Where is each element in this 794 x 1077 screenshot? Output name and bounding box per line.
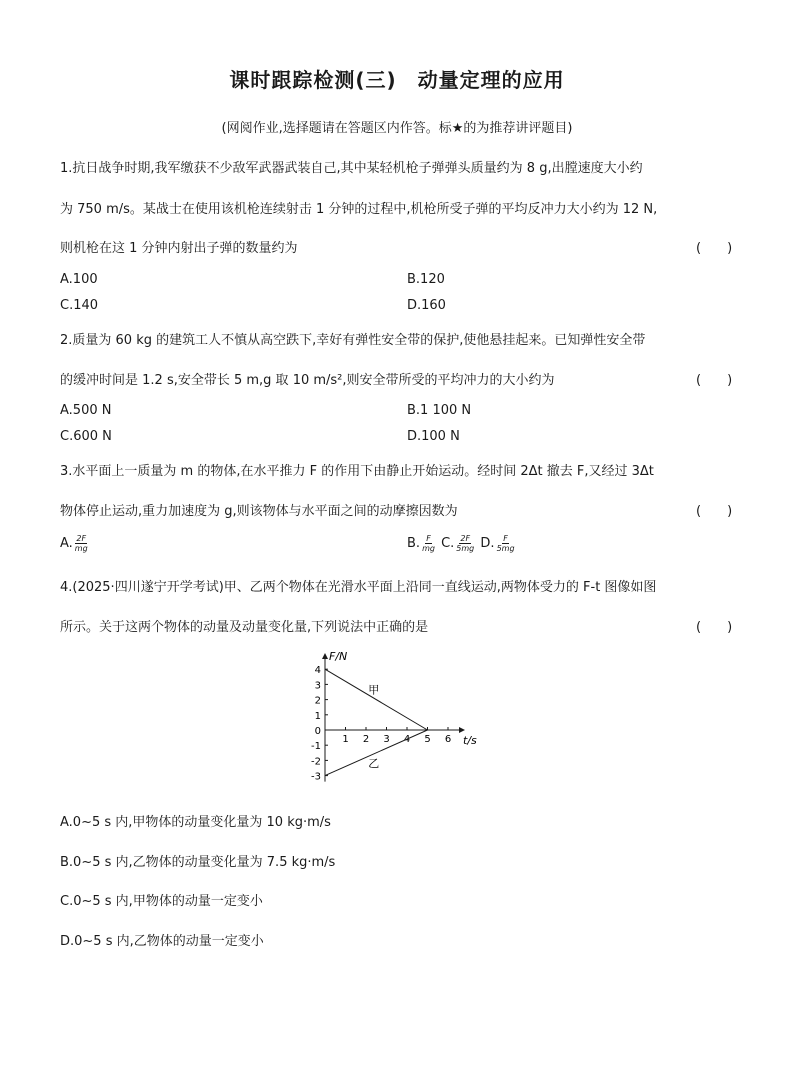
q4-option-d: D.0~5 s 内,乙物体的动量一定变小 bbox=[60, 934, 264, 949]
q3-option-b-denominator: mg bbox=[422, 544, 435, 553]
q3-option-a-fraction bbox=[74, 534, 89, 553]
q3-option-b-fraction bbox=[421, 534, 436, 553]
q1-option-a: A.100 bbox=[60, 272, 98, 287]
q2-option-c: C.600 N bbox=[60, 429, 112, 444]
q3-option-c-fraction bbox=[455, 534, 475, 553]
q3-option-b-numerator: F bbox=[426, 534, 431, 543]
q4-option-b: B.0~5 s 内,乙物体的动量变化量为 7.5 kg·m/s bbox=[60, 855, 336, 870]
y-tick-label: 3 bbox=[314, 680, 321, 692]
series-label-yi: 乙 bbox=[368, 756, 380, 770]
y-tick-label: -1 bbox=[311, 741, 321, 753]
q3-option-b-label: B. bbox=[407, 536, 421, 551]
q1-option-b: B.120 bbox=[407, 272, 445, 287]
q3-stem-line2: 物体停止运动,重力加速度为 g,则该物体与水平面之间的动摩擦因数为 bbox=[60, 504, 458, 519]
q3-option-a-numerator: 2F bbox=[76, 534, 87, 543]
y-tick-label: 1 bbox=[314, 710, 321, 722]
q4-option-c: C.0~5 s 内,甲物体的动量一定变小 bbox=[60, 894, 263, 909]
series-label-jia: 甲 bbox=[368, 683, 380, 697]
x-tick-label: 3 bbox=[383, 734, 390, 745]
q3-option-a-denominator: mg bbox=[74, 544, 88, 553]
q3-stem-line1: 3.水平面上一质量为 m 的物体,在水平推力 F 的作用下由静止开始运动。经时间 2Δt 撤去 F,又经过 3Δt bbox=[60, 464, 654, 479]
q3-option-c-label: C. bbox=[441, 536, 455, 551]
q3-options-bcd bbox=[407, 534, 517, 553]
x-tick-label: 2 bbox=[362, 734, 370, 745]
x-tick-label: 1 bbox=[342, 734, 349, 745]
q4-answer-paren: ( ) bbox=[696, 620, 733, 635]
q2-option-b: B.1 100 N bbox=[407, 403, 472, 418]
q2-option-a: A.500 N bbox=[60, 403, 112, 418]
y-tick-label: -2 bbox=[311, 756, 321, 768]
q3-answer-paren: ( ) bbox=[696, 504, 733, 519]
instructions-note: (网阅作业,选择题请在答题区内作答。标★的为推荐讲评题目) bbox=[221, 121, 573, 136]
x-axis-label: t/s bbox=[463, 734, 477, 747]
q1-answer-paren: ( ) bbox=[696, 241, 733, 256]
q3-option-c-numerator: 2F bbox=[460, 534, 471, 543]
y-axis-label: F/N bbox=[329, 650, 348, 663]
q2-stem-line2: 的缓冲时间是 1.2 s,安全带长 5 m,g 取 10 m/s²,则安全带所受的平均冲力的大小约为 bbox=[60, 373, 555, 388]
q3-option-d-numerator: F bbox=[503, 534, 508, 543]
q3-option-a bbox=[60, 534, 90, 553]
q2-stem-line1: 2.质量为 60 kg 的建筑工人不慎从高空跌下,幸好有弹性安全带的保护,使他悬挂起来。已知弹性安全带 bbox=[60, 333, 646, 348]
q2-option-d: D.100 N bbox=[407, 429, 460, 444]
y-tick-label: 2 bbox=[314, 695, 321, 707]
q3-option-c-denominator: 5mg bbox=[456, 544, 475, 553]
q3-option-d-denominator: 5mg bbox=[496, 544, 515, 553]
q3-option-a-label: A. bbox=[60, 536, 73, 551]
y-tick-label: -3 bbox=[311, 771, 321, 783]
q3-option-d-label: D. bbox=[480, 536, 495, 551]
q4-stem-line2: 所示。关于这两个物体的动量及动量变化量,下列说法中正确的是 bbox=[60, 620, 429, 635]
q4-option-a: A.0~5 s 内,甲物体的动量变化量为 10 kg·m/s bbox=[60, 815, 331, 830]
q3-option-d-fraction bbox=[496, 534, 516, 553]
series-line-jia bbox=[325, 669, 428, 730]
q1-option-d: D.160 bbox=[407, 298, 446, 313]
x-tick-label: 4 bbox=[403, 734, 411, 745]
page-title: 课时跟踪检测(三) 动量定理的应用 bbox=[229, 68, 565, 92]
x-tick-label: 6 bbox=[444, 734, 452, 745]
q1-stem-line2: 为 750 m/s。某战士在使用该机枪连续射击 1 分钟的过程中,机枪所受子弹的平均反冲力大小约为 12 N, bbox=[60, 202, 658, 217]
q4-stem-line1: 4.(2025·四川遂宁开学考试)甲、乙两个物体在光滑水平面上沿同一直线运动,两物体受力的 F-t 图像如图 bbox=[60, 580, 657, 595]
y-tick-label: 4 bbox=[314, 665, 321, 677]
q1-option-c: C.140 bbox=[60, 298, 99, 313]
ft-graph bbox=[300, 648, 490, 798]
q1-stem-line1: 1.抗日战争时期,我军缴获不少敌军武器武装自己,其中某轻机枪子弹弹头质量约为 8 g,出膛速度大小约 bbox=[60, 161, 643, 176]
q1-stem-line3: 则机枪在这 1 分钟内射出子弹的数量约为 bbox=[60, 241, 298, 256]
q2-answer-paren: ( ) bbox=[696, 373, 733, 388]
x-tick-label: 5 bbox=[424, 734, 431, 745]
y-tick-label: 0 bbox=[314, 726, 321, 737]
